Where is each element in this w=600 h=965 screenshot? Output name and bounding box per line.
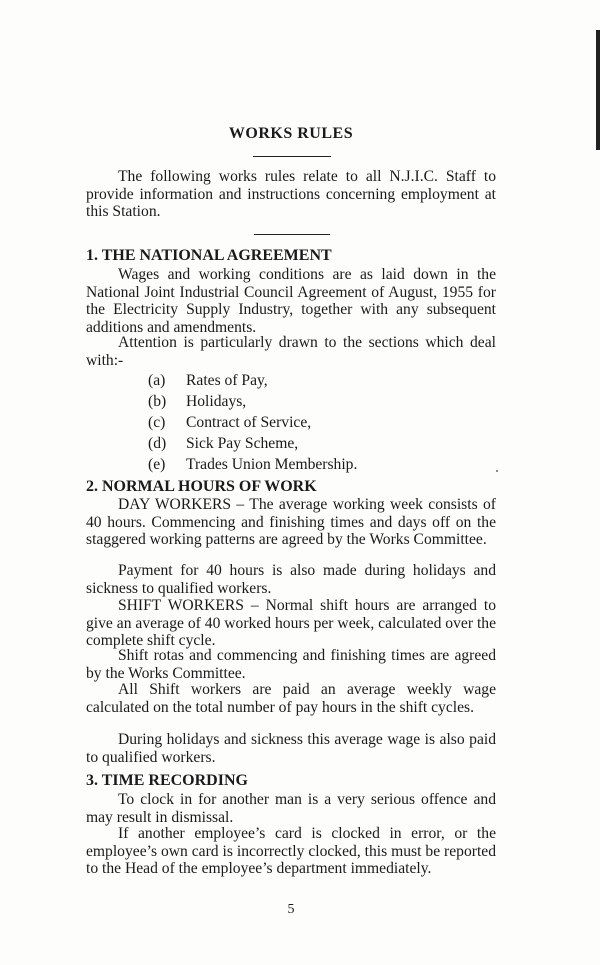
page-number: 5: [287, 902, 295, 917]
list-item: [148, 433, 357, 454]
list-marker: (e): [148, 456, 166, 473]
list-item-text: Rates of Pay,: [186, 372, 268, 389]
list-item: [148, 454, 357, 475]
section-paragraph: During holidays and sickness this average wage is also paid to qualified workers.: [86, 731, 496, 766]
section-paragraph: SHIFT WORKERS – Normal shift hours are arranged to give an average of 40 worked hours per week, calculated over the complete shift cycle.: [86, 597, 496, 650]
section-heading: 3. TIME RECORDING: [86, 772, 248, 789]
section-paragraph: Payment for 40 hours is also made during holidays and sickness to qualified workers.: [86, 562, 496, 597]
list-item-text: Sick Pay Scheme,: [186, 435, 299, 452]
section-paragraph: Wages and working conditions are as laid down in the National Joint Industrial Council Agreement of August, 1955 for the Electricity Supply Industry, together with any subsequent additions and amendments.: [86, 266, 496, 336]
section-paragraph: If another employee’s card is clocked in error, or the employee’s own card is incorrectly clocked, this must be reported to the Head of the employee’s department immediately.: [86, 825, 496, 878]
list-item: [148, 391, 357, 412]
list-marker: (c): [148, 414, 166, 431]
list-item-text: Holidays,: [186, 393, 247, 410]
list-item: [148, 412, 357, 433]
section-paragraph: Attention is particularly drawn to the sections which deal with:-: [86, 334, 496, 369]
paper-speck: [496, 470, 498, 472]
agreement-sections-list: [148, 370, 357, 475]
page-title: WORKS RULES: [228, 125, 354, 142]
section-paragraph: Shift rotas and commencing and finishing times are agreed by the Works Committee.: [86, 647, 496, 682]
intro-paragraph: The following works rules relate to all N.J.I.C. Staff to provide information and instructions concerning employment at this Station.: [86, 168, 496, 221]
list-item-text: Contract of Service,: [186, 414, 312, 431]
section-heading: 2. NORMAL HOURS OF WORK: [86, 478, 317, 495]
section-paragraph: DAY WORKERS – The average working week consists of 40 hours. Commencing and finishing times and days off on the staggered working patterns are agreed by the Works Committee.: [86, 496, 496, 549]
list-marker: (d): [148, 435, 167, 452]
title-divider: [253, 156, 331, 157]
page-edge-mark: [596, 30, 600, 150]
section-paragraph: To clock in for another man is a very serious offence and may result in dismissal.: [86, 791, 496, 826]
list-item-text: Trades Union Membership.: [186, 456, 358, 473]
list-marker: (b): [148, 393, 167, 410]
list-marker: (a): [148, 372, 166, 389]
section-heading: 1. THE NATIONAL AGREEMENT: [86, 247, 332, 264]
intro-divider: [254, 234, 330, 235]
section-paragraph: All Shift workers are paid an average weekly wage calculated on the total number of pay hours in the shift cycles.: [86, 681, 496, 716]
list-item: [148, 370, 357, 391]
